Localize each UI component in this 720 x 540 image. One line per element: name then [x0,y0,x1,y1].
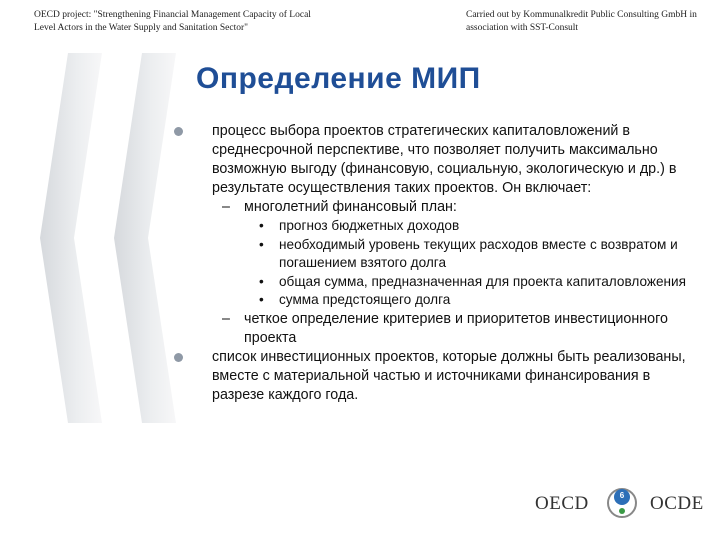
sub-sub-item [174,273,694,292]
sub-sub-item-text: прогноз бюджетных доходов [279,218,460,233]
sub-sub-item-text: сумма предстоящего долга [279,292,451,307]
sub-sub-item [174,236,694,273]
header-project-text [34,9,364,35]
header-right-line1: Carried out by Kommunalkredit Public Consulting GmbH in [466,10,697,20]
header-right-line2: association with SST-Consult [466,23,579,33]
bullet-marker: • [259,236,264,252]
sub-sub-item-text: общая сумма, предназначенная для проекта капиталовложения [279,273,686,289]
header-left-line2: Level Actors in the Water Supply and Sanitation Sector" [34,23,249,33]
decorative-quote-marks [40,48,180,428]
bullet-marker: • [259,273,264,289]
bullet-text: процесс выбора проектов стратегических капиталовложений в среднесрочной перспективе, что позволяет получить максимально возможную выгоду (финансовую, социальную, экологическую и др.) в результате осуществления таких проектов. Он включает: [212,123,677,196]
header-contractor-text [466,9,716,35]
slide-title: Определение МИП [196,62,481,95]
bullet-marker: • [259,292,264,307]
logo-text-ocde: OCDE [650,493,704,514]
slide-body [174,122,694,405]
sub-sub-item-text: необходимый уровень текущих расходов вместе с возвратом и погашением взятого долга [279,236,678,270]
dash-marker: – [222,310,230,327]
bullet-dot-icon [174,127,183,136]
sub-item-text: четкое определение критериев и приоритетов инвестиционного проекта [244,310,668,346]
bullet-item [174,122,694,198]
bullet-dot-icon [174,353,183,362]
logo-text-oecd: OECD [535,493,589,514]
page-number: 6 [619,491,625,500]
sub-sub-item [174,291,694,310]
sub-item-text: многолетний финансовый план: [244,199,457,215]
sub-item [174,310,694,348]
quote-chevron-left [40,53,102,423]
header-left-line1: OECD project: "Strengthening Financial Management Capacity of Local [34,10,311,20]
dash-marker: – [222,199,230,215]
sub-item [174,198,694,217]
bullet-text: список инвестиционных проектов, которые должны быть реализованы, вместе с материальной частью и источниками финансирования в разрезе каждого года. [212,348,686,403]
footer-oecd-logo [535,486,705,520]
sub-sub-item [174,217,694,236]
bullet-marker: • [259,218,264,233]
quote-chevron-right [114,53,176,423]
bullet-item [174,348,694,405]
